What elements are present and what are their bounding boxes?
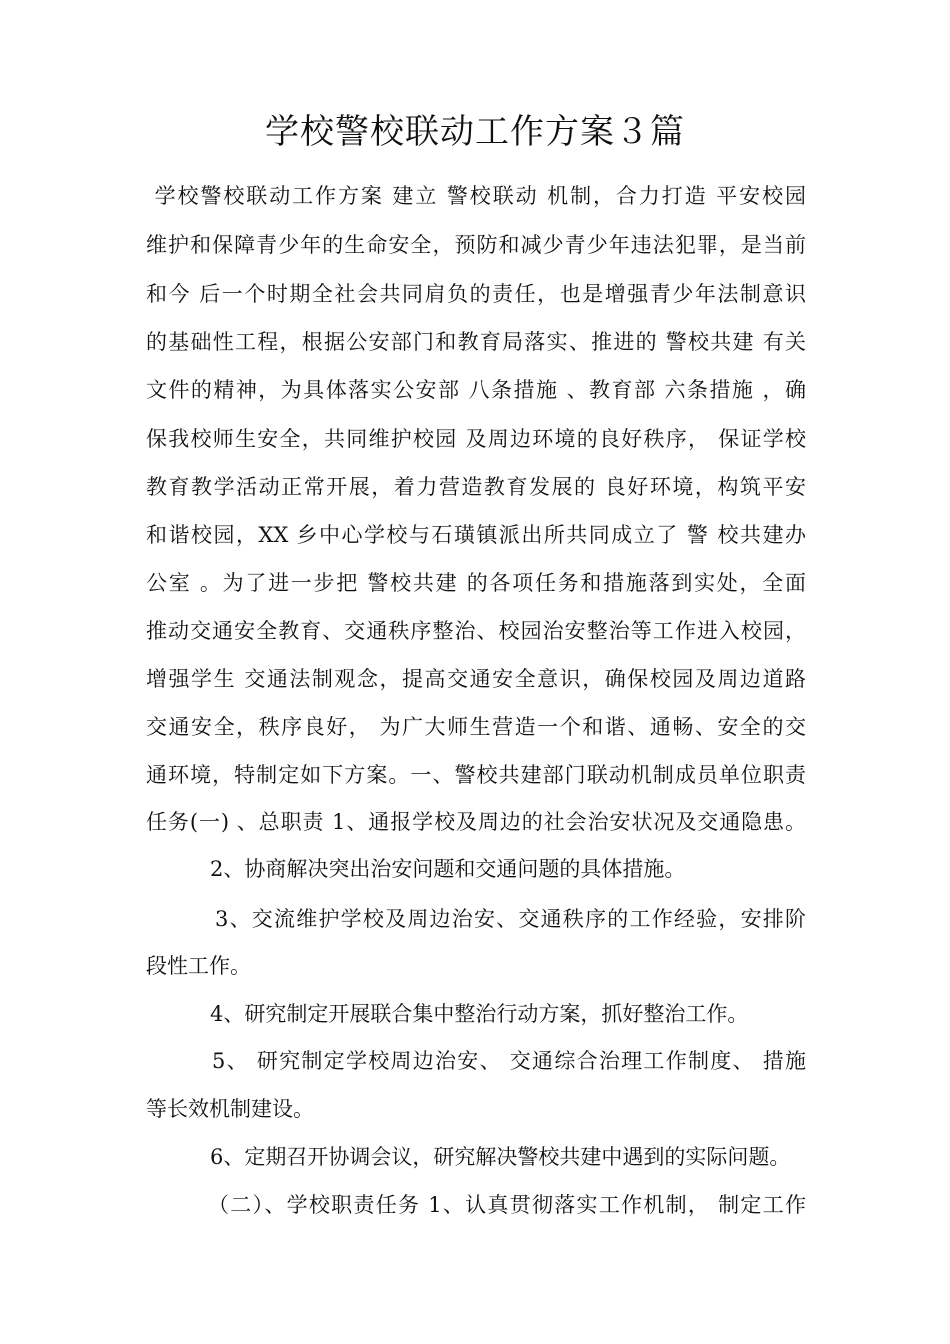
body-line: 段性工作。	[146, 954, 251, 978]
body-line: 任务(一) 、总职责 1、通报学校及周边的社会治安状况及交通隐患。	[146, 810, 806, 834]
body-line: 推动交通安全教育、交通秩序整治、校园治安整治等工作进入校园，	[146, 619, 806, 643]
body-line: 文件的精神，为具体落实公安部 八条措施 、教育部 六条措施 ，确	[146, 378, 806, 402]
body-line: 教育教学活动正常开展，着力营造教育发展的 良好环境，构筑平安	[146, 475, 806, 499]
body-line: 4、研究制定开展联合集中整治行动方案，抓好整治工作。	[210, 1002, 749, 1026]
body-line: 增强学生 交通法制观念，提高交通安全意识，确保校园及周边道路	[146, 667, 806, 691]
body-line: 3、交流维护学校及周边治安、交通秩序的工作经验，安排阶	[215, 907, 806, 931]
body-line: （二）、学校职责任务 1、认真贯彻落实工作机制， 制定工作	[208, 1193, 806, 1217]
body-line: 交通安全，秩序良好， 为广大师生营造一个和谐、通畅、安全的交	[146, 715, 806, 739]
body-line: 公室 。为了进一步把 警校共建 的各项任务和措施落到实处，全面	[146, 571, 806, 595]
body-line: 维护和保障青少年的生命安全，预防和减少青少年违法犯罪，是当前	[146, 233, 806, 257]
body-line: 6、定期召开协调会议，研究解决警校共建中遇到的实际问题。	[210, 1145, 791, 1169]
body-line: 和谐校园，XX 乡中心学校与石璜镇派出所共同成立了 警 校共建办	[146, 523, 806, 547]
body-line: 保我校师生安全，共同维护校园 及周边环境的良好秩序， 保证学校	[146, 427, 806, 451]
body-line: 的基础性工程，根据公安部门和教育局落实、推进的 警校共建 有关	[146, 330, 806, 354]
body-line: 5、 研究制定学校周边治安、 交通综合治理工作制度、 措施	[212, 1049, 806, 1073]
body-line: 通环境，特制定如下方案。一、警校共建部门联动机制成员单位职责	[146, 763, 806, 787]
body-line: 和今 后一个时期全社会共同肩负的责任，也是增强青少年法制意识	[146, 282, 806, 306]
body-line: 2、协商解决突出治安问题和交通问题的具体措施。	[210, 857, 686, 881]
body-line: 学校警校联动工作方案 建立 警校联动 机制，合力打造 平安校园	[146, 184, 806, 208]
document-title: 学校警校联动工作方案３篇	[265, 112, 685, 152]
body-line: 等长效机制建设。	[146, 1097, 314, 1121]
